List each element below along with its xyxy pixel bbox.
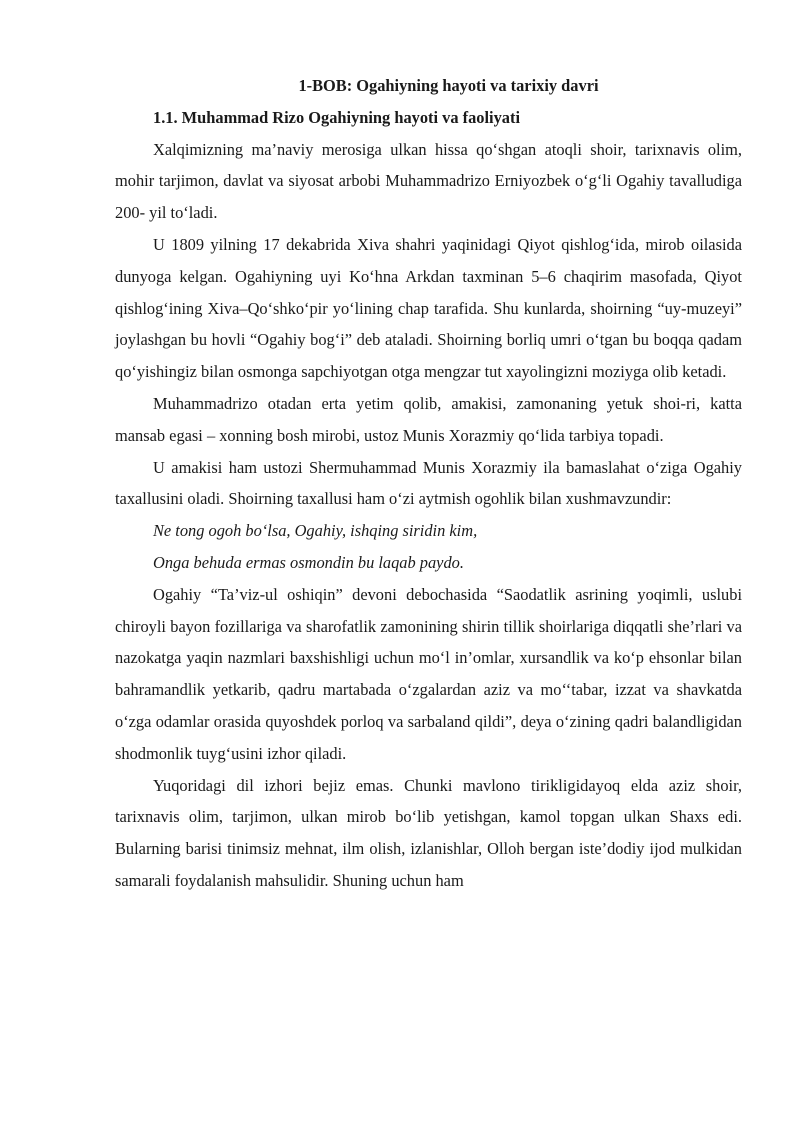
- paragraph-legacy: Yuqoridagi dil izhori bejiz emas. Chunki mavlono tirikligidayoq elda aziz shoir, tarixnavis olim, tarjimon, ulkan mirob bo‘lib yetishgan, kamol topgan ulkan Shaxs edi. Bularning barisi tinimsiz mehnat, ilm olish, izlanishlar, Olloh bergan iste’dodiy ijod mulkidan samarali foydalanish mahsulidir. Shuning uchun ham: [115, 775, 742, 890]
- verse-line: Ne tong ogoh bo‘lsa, Ogahiy, ishqing siridin kim,: [153, 521, 478, 541]
- paragraph-devon-preface: Ogahiy “Ta’viz-ul oshiqin” devoni debochasida “Saodatlik asrining yoqimli, uslubi chiroyli bayon fozillariga va sharofatlik zamonining shirin tillik shoirlariga diqqatli she’rlari va nazokatga yaqin nazmlari baxshishligi uchun mo‘l in’omlar, xursandlik va ko‘p ehsonlar bilan bahramandlik yetkarib, qadru martabada o‘zgalardan aziz va mo‘‘tabar, izzat va shavkatda o‘zga odamlar orasida quyoshdek porloq va sarbaland qildi”, deya o‘zining qadri balandligidan shodmonlik tuyg‘usini izhor qiladi.: [115, 584, 742, 763]
- paragraph-upbringing: Muhammadrizo otadan erta yetim qolib, amakisi, zamonaning yetuk shoi-ri, katta mansab egasi – xonning bosh mirobi, ustoz Munis Xorazmiy qo‘lida tarbiya topadi.: [115, 393, 742, 445]
- paragraph-birth: U 1809 yilning 17 dekabrida Xiva shahri yaqinidagi Qiyot qishlog‘ida, mirob oilasida dunyoga kelgan. Ogahiyning uyi Ko‘hna Arkdan taxminan 5–6 chaqirim masofada, Qiyot qishlog‘ining Xiva–Qo‘shko‘pir yo‘lining chap tarafida. Shu kunlarda, shoirning “uy-muzeyi” joylashgan bu hovli “Ogahiy bog‘i” deb ataladi. Shoirning borliq umri o‘tgan bu boqqa qadam qo‘yishingiz bilan osmonga sapchiyotgan otga mengzar tut xayolingizni moziyga olib ketadi.: [115, 234, 742, 382]
- verse-line: Onga behuda ermas osmondin bu laqab paydo.: [153, 552, 464, 572]
- paragraph-intro: Xalqimizning ma’naviy merosiga ulkan hissa qo‘shgan atoqli shoir, tarixnavis olim, mohir tarjimon, davlat va siyosat arbobi Muhammadrizo Erniyozbek o‘g‘li Ogahiy tavalludiga 200- yil to‘ladi.: [115, 139, 742, 223]
- paragraph-pen-name: U amakisi ham ustozi Shermuhammad Munis Xorazmiy ila bamaslahat o‘ziga Ogahiy taxallusini oladi. Shoirning taxallusi ham o‘zi aytmish ogohlik bilan xushmavzundir:: [115, 457, 742, 509]
- chapter-title: 1-BOB: Ogahiyning hayoti va tarixiy davri: [298, 76, 599, 95]
- document-page: [115, 70, 742, 897]
- section-title: 1.1. Muhammad Rizo Ogahiyning hayoti va faoliyati: [153, 107, 520, 127]
